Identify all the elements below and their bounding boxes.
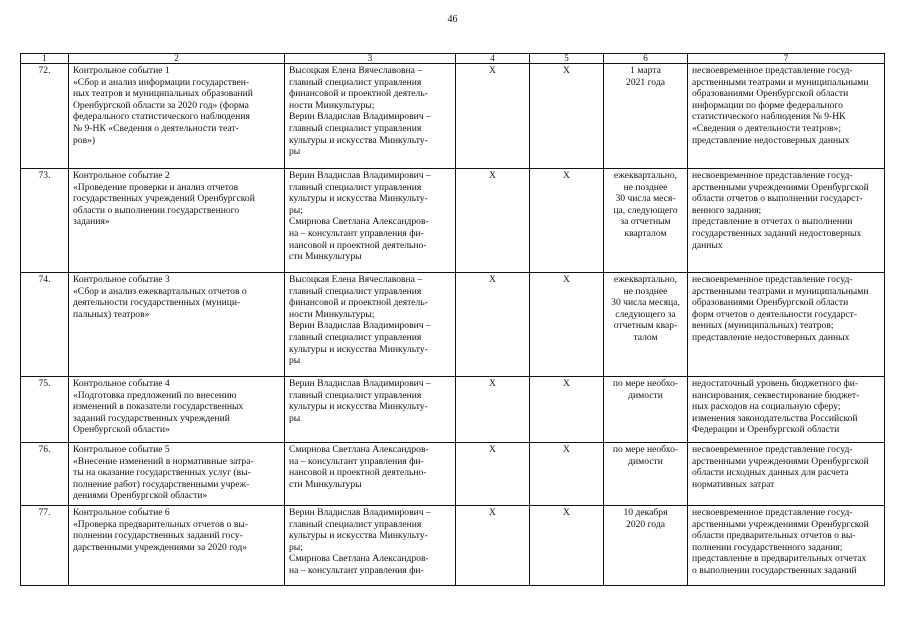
table-row — [21, 506, 885, 586]
row-number: 77. — [21, 506, 69, 586]
responsible-cell: Верин Владислав Владимирович – главный специалист управления культуры и искусства Минкульту- ры; Смирнова Светлана Александров- на – консультант управления фи- нансовой и проектной деятельно- сти Минкультуры — [285, 169, 456, 273]
column-5-cell: X — [530, 377, 604, 443]
column-5-cell: X — [530, 273, 604, 377]
header-cell: 1 — [21, 54, 69, 64]
deadline-cell: ежеквартально, не позднее 30 числа месяца, следующего за отчетным квар- талом — [604, 273, 688, 377]
header-cell: 2 — [69, 54, 285, 64]
deadline-cell: ежеквартально, не позднее 30 числа меся- ца, следующего за отчетным кварталом — [604, 169, 688, 273]
column-5-cell: X — [530, 64, 604, 169]
responsible-cell: Верин Владислав Владимирович – главный специалист управления культуры и искусства Минкульту- ры; Смирнова Светлана Александров- на – консультант управления фи- — [285, 506, 456, 586]
risks-cell: несвоевременное представление госуд- арственными театрами и муниципальными образованиями Оренбургской области информации по форме федерального статистического наблюдения № 9-НК «Сведения о деятельности театров»; представление недостоверных данных — [688, 64, 885, 169]
column-4-cell: X — [456, 377, 530, 443]
event-cell: Контрольное событие 5 «Внесение изменений в нормативные затра- ты на оказание государственных услуг (вы- полнение работ) государственными учреж- дениями Оренбургской области» — [69, 443, 285, 506]
table-row — [21, 273, 885, 377]
risks-cell: несвоевременное представление госуд- арственными учреждениями Оренбургской области предварительных отчетов о вы- полнении государственного задания; представление в предварительных отчетах о выполнении государственных заданий — [688, 506, 885, 586]
deadline-cell: по мере необхо- димости — [604, 443, 688, 506]
column-5-cell: X — [530, 169, 604, 273]
table-row — [21, 64, 885, 169]
header-cell: 5 — [530, 54, 604, 64]
column-5-cell: X — [530, 443, 604, 506]
header-cell: 3 — [285, 54, 456, 64]
deadline-cell: 1 марта 2021 года — [604, 64, 688, 169]
column-4-cell: X — [456, 169, 530, 273]
risks-cell: несвоевременное представление госуд- арственными учреждениями Оренбургской области исходных данных для расчета нормативных затрат — [688, 443, 885, 506]
row-number: 75. — [21, 377, 69, 443]
responsible-cell: Высоцкая Елена Вячеславовна – главный специалист управления финансовой и проектной деятель- ности Минкультуры; Верин Владислав Владимирович – главный специалист управления культуры и искусства Минкульту- ры — [285, 273, 456, 377]
event-cell: Контрольное событие 6 «Проверка предварительных отчетов о вы- полнении государственных заданий госу- дарственными учреждениями за 2020 год» — [69, 506, 285, 586]
header-cell: 4 — [456, 54, 530, 64]
table-row — [21, 377, 885, 443]
table-row — [21, 169, 885, 273]
event-cell: Контрольное событие 3 «Сбор и анализ ежеквартальных отчетов о деятельности государственных (муници- пальных) театров» — [69, 273, 285, 377]
table-row — [21, 443, 885, 506]
responsible-cell: Высоцкая Елена Вячеславовна – главный специалист управления финансовой и проектной деятель- ности Минкультуры; Верин Владислав Владимирович – главный специалист управления культуры и искусства Минкульту- ры — [285, 64, 456, 169]
deadline-cell: 10 декабря 2020 года — [604, 506, 688, 586]
page-number: 46 — [447, 14, 458, 25]
control-events-table — [20, 53, 885, 586]
risks-cell: несвоевременное представление госуд- арственными театрами и муниципальными образованиями Оренбургской области форм отчетов о деятельности государст- венных (муниципальных) театров; представление недостоверных данных — [688, 273, 885, 377]
header-cell: 7 — [688, 54, 885, 64]
event-cell: Контрольное событие 2 «Проведение проверки и анализ отчетов государственных учреждений Оренбургской области о выполнении государственного задания» — [69, 169, 285, 273]
row-number: 72. — [21, 64, 69, 169]
deadline-cell: по мере необхо- димости — [604, 377, 688, 443]
risks-cell: несвоевременное представление госуд- арственными учреждениями Оренбургской области отчетов о выполнении государст- венного задания; представление в отчетах о выполнении государственных заданий недостоверных данных — [688, 169, 885, 273]
column-4-cell: X — [456, 506, 530, 586]
column-4-cell: X — [456, 273, 530, 377]
risks-cell: недостаточный уровень бюджетного фи- нансирования, секвестирование бюджет- ных расходов на социальную сферу; изменения законодательства Российской Федерации и Оренбургской области — [688, 377, 885, 443]
column-5-cell: X — [530, 506, 604, 586]
responsible-cell: Верин Владислав Владимирович – главный специалист управления культуры и искусства Минкульту- ры — [285, 377, 456, 443]
row-number: 76. — [21, 443, 69, 506]
column-4-cell: X — [456, 64, 530, 169]
column-4-cell: X — [456, 443, 530, 506]
event-cell: Контрольное событие 4 «Подготовка предложений по внесению изменений в показатели государственных заданий государственных учреждений Оренбургской области» — [69, 377, 285, 443]
header-row — [21, 54, 885, 64]
header-cell: 6 — [604, 54, 688, 64]
responsible-cell: Смирнова Светлана Александров- на – консультант управления фи- нансовой и проектной деятельно- сти Минкультуры — [285, 443, 456, 506]
event-cell: Контрольное событие 1 «Сбор и анализ информации государствен- ных театров и муниципальных образований Оренбургской области за 2020 год» (форма федерального статистического наблюдения № 9-НК «Сведения о деятельности теат- ров») — [69, 64, 285, 169]
row-number: 74. — [21, 273, 69, 377]
row-number: 73. — [21, 169, 69, 273]
